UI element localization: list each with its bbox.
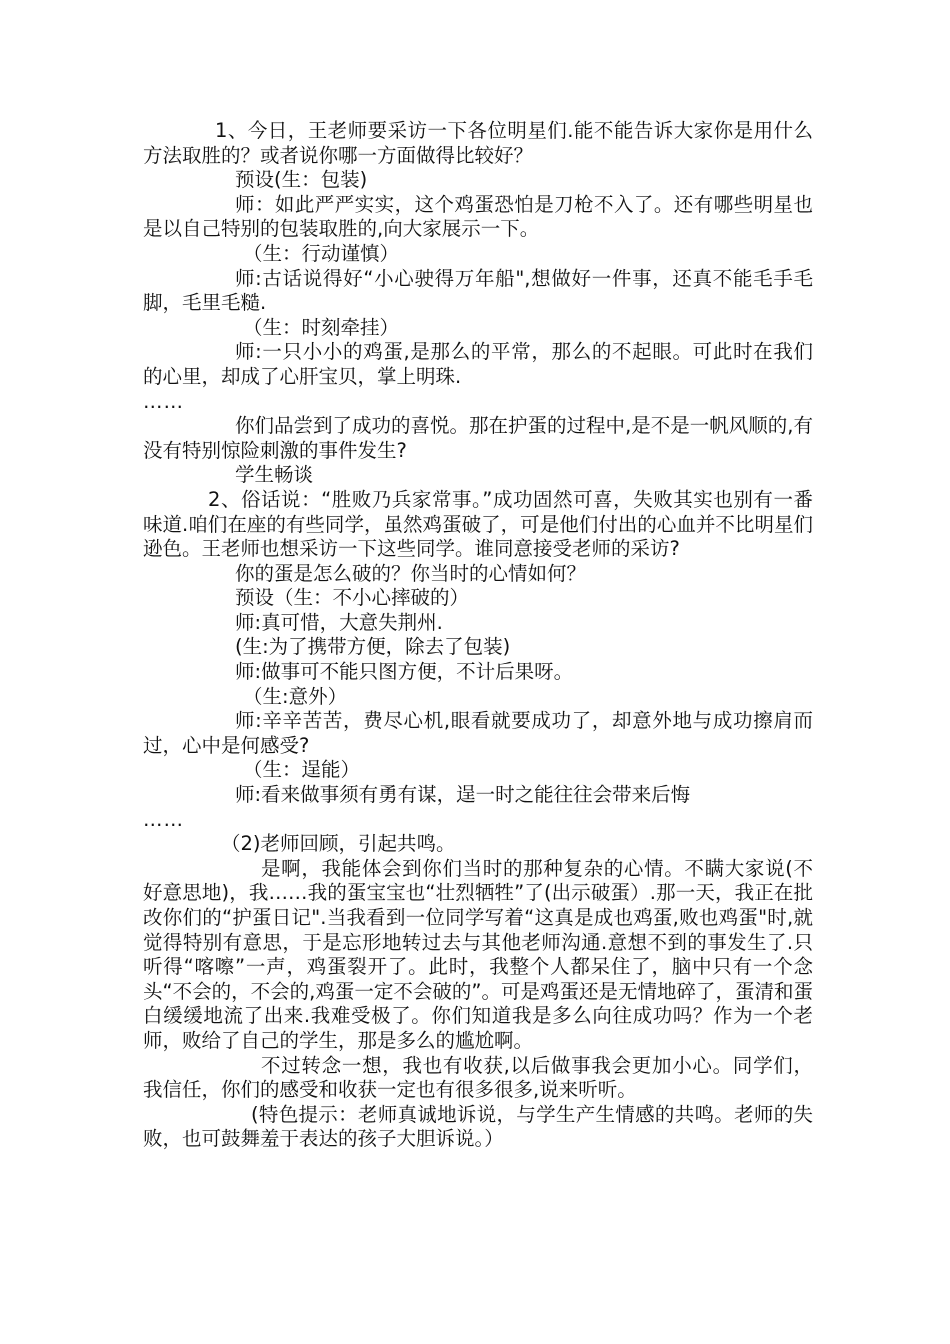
paragraph-success-joy: 你们品尝到了成功的喜悦。那在护蛋的过程中,是不是一帆风顺的,有没有特别惊险刺激的事件发生?	[143, 414, 813, 462]
paragraph-ellipsis-2: ……	[143, 807, 184, 831]
paragraph-teacher-packaging: 师：如此严严实实，这个鸡蛋恐怕是刀枪不入了。还有哪些明星也是以自己特别的包装取胜的,向大家展示一下。	[143, 192, 813, 241]
paragraph-ellipsis: ……	[143, 389, 184, 413]
paragraph-preset-packaging: 预设(生：包装)	[235, 168, 368, 192]
paragraph-teacher-review: （2)老师回顾，引起共鸣。	[221, 832, 456, 856]
paragraph-feature-tip: (特色提示：老师真诚地诉说，与学生产生情感的共鸣。老师的失败，也可鼓舞羞于表达的孩子大胆诉说。）	[143, 1102, 813, 1151]
paragraph-question-broken: 你的蛋是怎么破的？你当时的心情如何？	[235, 561, 587, 585]
paragraph-teacher-pity: 师:真可惜，大意失荆州.	[235, 610, 443, 634]
paragraph-student-showoff: （生：逞能）	[243, 758, 361, 782]
paragraph-preset-dropped: 预设（生：不小心摔破的）	[235, 586, 470, 610]
paragraph-interview-question: 1、今日，王老师要采访一下各位明星们.能不能告诉大家你是用什么方法取胜的？或者说你哪一方面做得比较好？	[143, 119, 813, 167]
paragraph-student-accident: （生:意外）	[243, 684, 348, 708]
paragraph-teacher-consequence: 师:做事可不能只图方便，不计后果呀。	[235, 660, 574, 684]
paragraph-student-convenience: (生:为了携带方便，除去了包装)	[235, 635, 511, 659]
paragraph-student-caring: （生：时刻牵挂）	[243, 315, 400, 339]
paragraph-student-careful: （生：行动谨慎）	[243, 241, 400, 265]
paragraph-proverb-failure: 2、俗话说：“胜败乃兵家常事。”成功固然可喜，失败其实也别有一番味道.咱们在座的有些同学，虽然鸡蛋破了，可是他们付出的心血并不比明星们逊色。王老师也想采访一下这些同学。谁同意接受老师的采访?	[143, 487, 813, 561]
document-body	[143, 119, 813, 1152]
paragraph-teacher-feeling: 师:辛辛苦苦，费尽心机,眼看就要成功了，却意外地与成功擦肩而过，心中是何感受?	[143, 709, 813, 757]
paragraph-teacher-proverb: 师:古话说得好“小心驶得万年船",想做好一件事，还真不能毛手毛脚，毛里毛糙.	[143, 266, 813, 315]
paragraph-teacher-gain: 不过转念一想，我也有收获,以后做事我会更加小心。同学们，我信任，你们的感受和收获一定也有很多很多,说来听听。	[143, 1053, 813, 1102]
paragraph-teacher-regret: 师:看来做事须有勇有谋，逞一时之能往往会带来后悔	[235, 783, 691, 807]
paragraph-teacher-treasure: 师:一只小小的鸡蛋,是那么的平常，那么的不起眼。可此时在我们的心里，却成了心肝宝贝，掌上明珠.	[143, 340, 813, 388]
paragraph-teacher-story: 是啊，我能体会到你们当时的那种复杂的心情。不瞒大家说(不好意思地)，我……我的蛋宝宝也“壮烈牺牲”了(出示破蛋）.那一天，我正在批改你们的“护蛋日记".当我看到一位同学写着“这真是成也鸡蛋,败也鸡蛋"时,就觉得特别有意思，于是忘形地转过去与其他老师沟通.意想不到的事发生了.只听得“喀嚓”一声，鸡蛋裂开了。此时，我整个人都呆住了，脑中只有一个念头“不会的，不会的,鸡蛋一定不会破的”。可是鸡蛋还是无情地碎了，蛋清和蛋白缓缓地流了出来.我难受极了。你们知道我是多么向往成功吗？作为一个老师，败给了自己的学生，那是多么的尴尬啊。	[143, 856, 813, 1052]
paragraph-students-talk: 学生畅谈	[235, 463, 314, 487]
